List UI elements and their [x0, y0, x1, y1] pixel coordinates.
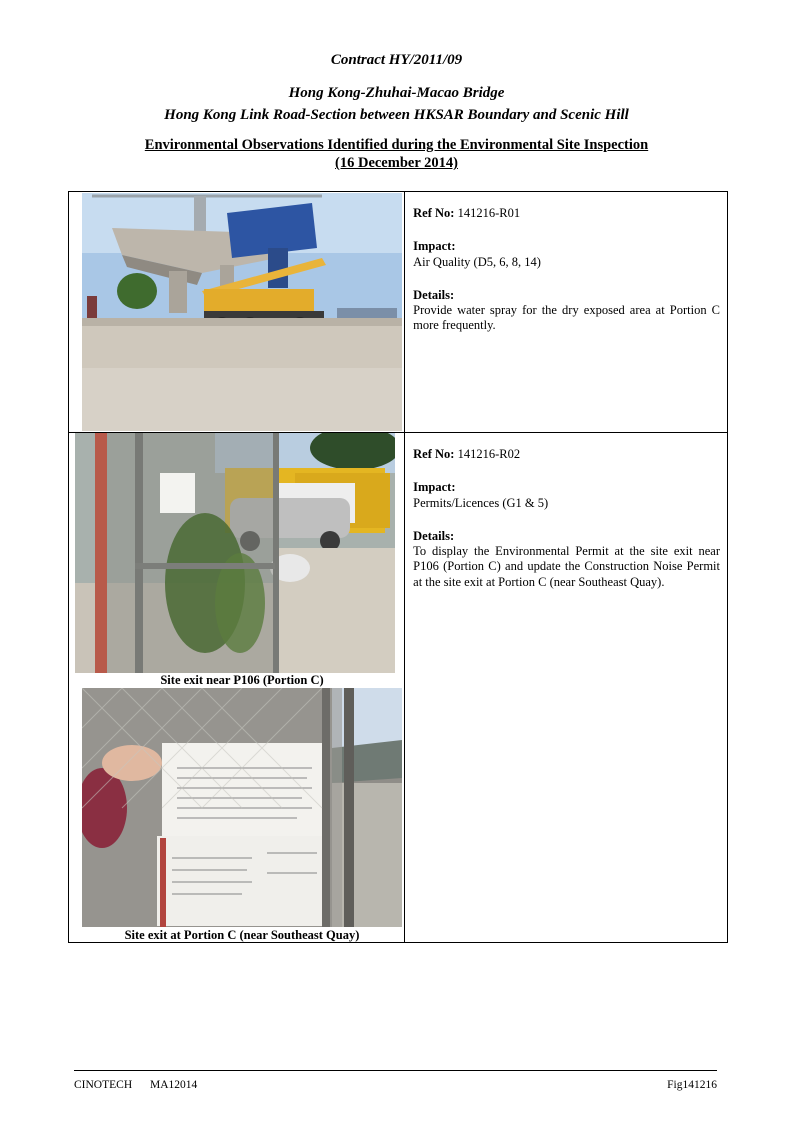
ref-value: 141216-R02: [457, 447, 521, 461]
photo-caption: Site exit near P106 (Portion C): [160, 673, 324, 687]
site-exit-gate-photo: [75, 433, 395, 673]
observation-details: [405, 433, 728, 943]
photo-cell: [69, 192, 405, 433]
ref-value: 141216-R01: [457, 206, 521, 220]
inspection-date: (16 December 2014): [335, 155, 458, 171]
project-name: Hong Kong-Zhuhai-Macao Bridge: [288, 85, 505, 101]
contract-number: Contract HY/2011/09: [330, 52, 463, 68]
footer-company: CINOTECH: [74, 1079, 133, 1091]
table-row: [69, 433, 728, 943]
footer-figure: Fig141216: [667, 1079, 717, 1091]
details-value: Provide water spray for the dry exposed area at Portion C more frequently.: [413, 303, 720, 333]
ref-number: [413, 206, 720, 221]
construction-site-photo: [82, 193, 402, 431]
details-label: Details:: [413, 287, 455, 302]
footer-divider: [74, 1070, 717, 1071]
impact-label: Impact:: [413, 480, 456, 495]
impact-label: Impact:: [413, 239, 456, 254]
observation-details: [405, 192, 728, 433]
impact-value: Air Quality (D5, 6, 8, 14): [413, 254, 541, 269]
ref-label: Ref No:: [413, 206, 455, 220]
details-value: To display the Environmental Permit at the site exit near P106 (Portion C) and update the Construction Noise Permit at the site exit at Portion C (near Southeast Quay).: [413, 544, 720, 589]
ref-number: [413, 447, 720, 462]
photo-cell: [69, 433, 405, 943]
photo-caption: Site exit at Portion C (near Southeast Quay): [124, 928, 360, 942]
observations-table: [68, 191, 728, 943]
footer-report: MA12014: [150, 1079, 198, 1091]
impact-value: Permits/Licences (G1 & 5): [413, 495, 549, 510]
page-title: Environmental Observations Identified during the Environmental Site Inspection: [144, 137, 649, 153]
project-section: Hong Kong Link Road-Section between HKSAR Boundary and Scenic Hill: [164, 107, 629, 123]
permit-display-photo: [82, 688, 402, 927]
details-label: Details:: [413, 528, 455, 543]
table-row: [69, 192, 728, 433]
ref-label: Ref No:: [413, 447, 455, 461]
